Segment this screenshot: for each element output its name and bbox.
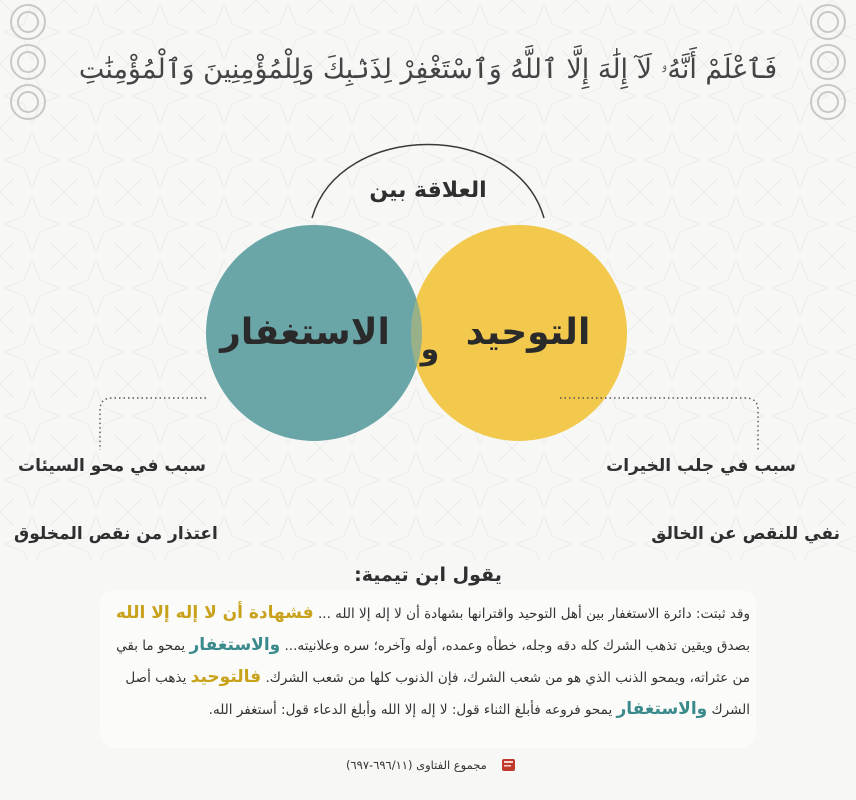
quote-part-5: يمحو فروعه فأبلغ الثناء قول: لا إله إلا الله وأبلغ الدعاء قول: أستغفر الله.: [208, 702, 613, 718]
quote-heading: يقول ابن تيمية:: [354, 564, 502, 586]
istighfar-label: الاستغفار: [220, 312, 390, 353]
istighfar-point-1: سبب في محو السيئات: [18, 456, 207, 476]
tawheed-point-1: سبب في جلب الخيرات: [606, 456, 796, 476]
quote-text: [106, 598, 750, 726]
quran-verse: فَٱعْلَمْ أَنَّهُۥ لَآ إِلَٰهَ إِلَّا ٱللَّهُ وَٱسْتَغْفِرْ لِذَنۢبِكَ وَلِلْمُؤْمِنِينَ وَٱلْمُؤْمِنَٰتِ: [78, 54, 778, 85]
relationship-title: العلاقة بين: [369, 178, 487, 203]
quote-highlight-istighfar-1: والاستغفار: [189, 635, 281, 655]
tawheed-label: التوحيد: [465, 312, 591, 353]
istighfar-point-2: اعتذار من نقص المخلوق: [14, 524, 218, 544]
quote-highlight-istighfar-2: والاستغفار: [616, 699, 708, 719]
source-citation: مجموع الفتاوى (٦٩٦/١١-٦٩٧): [346, 758, 487, 772]
tawheed-point-2: نفي للنقص عن الخالق: [651, 524, 840, 544]
quote-highlight-shahada: فشهادة أن لا إله إلا الله: [115, 603, 314, 623]
quote-part-4: يذهب أصل الشرك: [125, 670, 750, 718]
quote-highlight-tawheed: فالتوحيد: [190, 667, 262, 687]
quote-part-1: وقد ثبتت: دائرة الاستغفار بين أهل التوحيد واقترانها بشهادة أن لا إله إلا الله ...: [318, 606, 750, 622]
book-icon: [500, 756, 518, 774]
left-connector: [100, 398, 206, 450]
quote-part-3: يمحو ما بقي من عثراته، ويمحو الذنب الذي هو من شعب الشرك، فإن الذنوب كلها من شعب الشرك.: [116, 638, 750, 686]
quote-part-2: بصدق ويقين تذهب الشرك كله دقه وجله، خطأه وعمده، أوله وآخره؛ سره وعلانيته...: [284, 638, 750, 654]
connector-label: و: [420, 332, 440, 367]
